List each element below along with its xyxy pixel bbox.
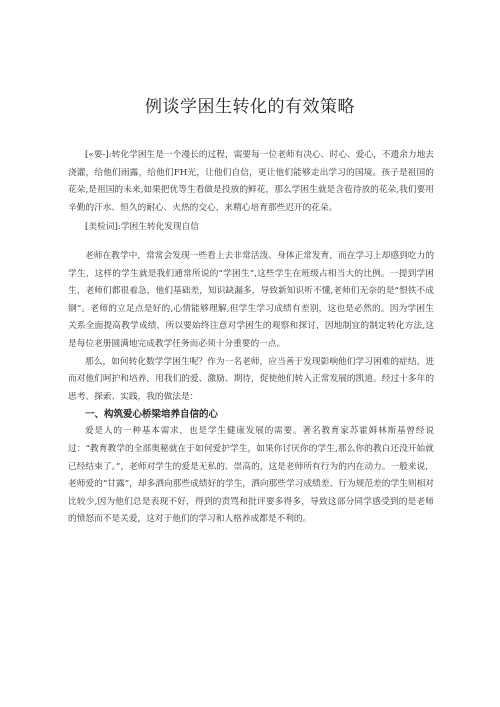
abstract-paragraph: [«要-]:转化学困生是一个漫长的过程，需要每一位老师有决心、时心、爱心，不遗余力地去浇灌，给他们雨露，给他们FH光，让他们自信，更让他们能够走出学习的国境。孩子是祖国的花朵,是祖国的未来,如果把优等生看做是投放的鲜花，那么学困生就是含苞待放的花朵,我们要用辛勤的汗水、恒久的耐心、火热的交心，来精心培育那些迟开的花朵。 — [68, 150, 434, 213]
document-body — [68, 147, 434, 529]
document-title: 例谈学困生转化的有效策略 — [145, 97, 355, 117]
body-paragraph-1: 老师在教学中，常常会发现一些看上去非常活泼、身体正常发育，而在学习上却感到吃力的学生，这样的学生就是我们通常所说的“学困生”,这些学生在班级占相当大的比例。一提到学困生，老师们都很着急，他们基础差，知识缺漏多，导致新知识听不懂,老师们无奈的是“恨铁不成钢”。老师的立足点是好的,心情能够理解,但学生学习成绩有差别，这也是必然的。因为学困生关系全面提高教学成绩，所以要始终注意对学困生的观察和探讨，因地制宜的制定转化方法,这是每位老册圆满地完成教学任务而必须十分重要的一点。 — [68, 250, 434, 349]
section-heading-1: 一、构筑爱心桥梁培养自信的心 — [85, 409, 219, 421]
keywords-paragraph: [美检词]:学困生转化发现自信 — [85, 222, 199, 233]
body-paragraph-3: 爱是人的一种基本需求，也是学生健康发展的需要。著名教育家苏霍姆林斯基曾经说过：“教育教学的全部奥秘就在于如何爱护学生，如果你讨厌你的学生,那么你的教白还没开始就已经结束了。”，老师对学生的爱是无私的、崇高的，这是老师所有行为的内在动力。一般来说，老师爱的“甘露”，却多洒向那些成绩好的学生，洒向那些学习成绩差、行为规范差的学生则相对比较少,因为他们总是表现不好，得到的责骂和批评要多得多，导致这部分同学感受到的是老师的愤怒而不是关爱，这对于他们的学习和人格养成都是不利的。 — [68, 426, 434, 525]
body-paragraph-2: 那么，如何转化数学学困生呢？作为一名老师，应当善于发现影响他们学习困难的症结，进而对他们呵护和培养，用我们的爱、激励、期待，促使他们转入正常发展的凯道。经过十多年的思考、探索、实践，我的做法是： — [68, 356, 434, 402]
